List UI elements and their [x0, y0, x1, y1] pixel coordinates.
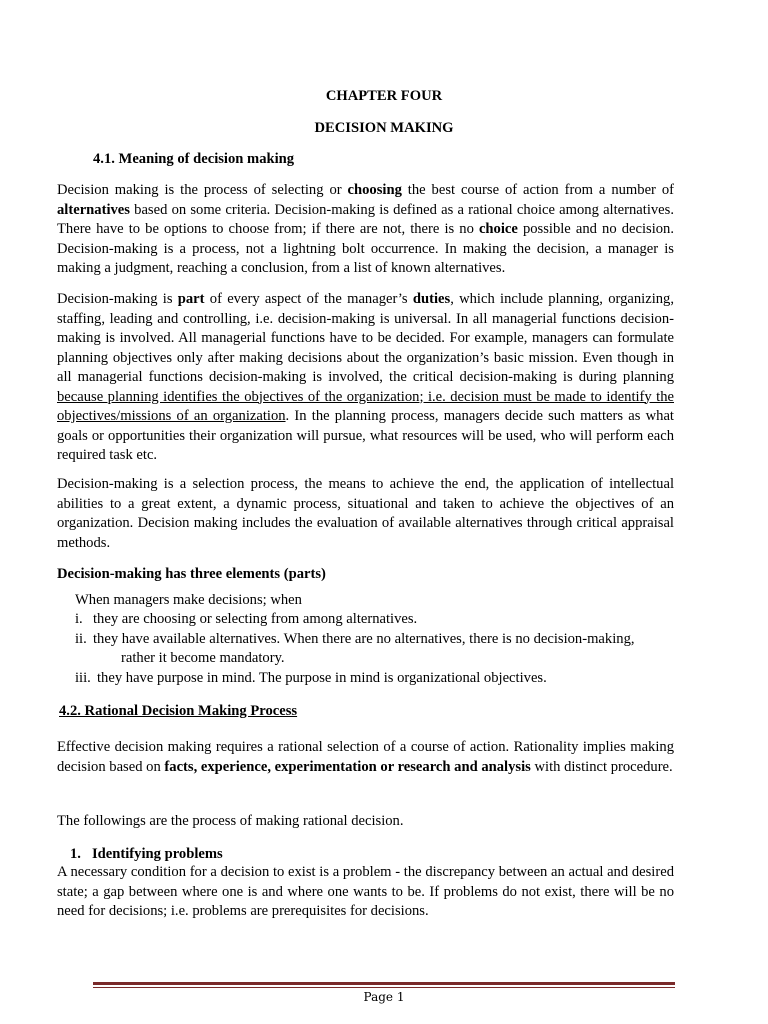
step-number: 1.: [70, 846, 81, 862]
text-run: Decision making is the process of selecting or: [57, 182, 348, 198]
paragraph-followings: The followings are the process of making rational decision.: [57, 813, 404, 829]
list-text: they are choosing or selecting from among alternatives.: [93, 611, 418, 627]
text-run: of every aspect of the manager’s: [204, 291, 413, 307]
bold-term: part: [177, 291, 205, 307]
text-run: , which include planning, organizing, staffing, leading and controlling, i.e. decision-making is universal. In all managerial functions decision-making is involved. All managerial functions have to be decided. For example, managers can formulate planning objectives only after making decisions about the organization’s basic mission. Even though in all managerial functions decision-making is involved, the critical decision-making is during planning: [57, 291, 674, 385]
list-item: [75, 669, 547, 689]
paragraph-identifying-problems: A necessary condition for a decision to exist is a problem - the discrepancy between an actual and desired state; a gap between where one is and where one wants to be. If problems do not exist, there will be no need for decisions; i.e. problems are prerequisites for decisions.: [57, 864, 674, 919]
bold-term: duties: [412, 291, 451, 307]
bold-term: choice: [478, 221, 518, 237]
list-item: [75, 630, 635, 650]
bold-term: alternatives: [57, 201, 130, 218]
list-item: [75, 610, 417, 630]
step-title: Identifying problems: [92, 846, 223, 862]
list-number: ii.: [75, 631, 87, 647]
bold-term: choosing: [347, 182, 402, 198]
elements-intro: When managers make decisions; when: [75, 592, 302, 608]
page-number: Page 1: [363, 990, 405, 1004]
footer-rule-thin: [93, 987, 675, 988]
text-run: Effective decision making requires a rational selection of a course of action. Rationality implies making decision based on: [57, 739, 674, 775]
main-title: DECISION MAKING: [314, 120, 454, 136]
bold-term: facts, experience, experimentation or research and analysis: [164, 758, 531, 775]
paragraph-selection-process: Decision-making is a selection process, the means to achieve the end, the application of intellectual abilities to a great extent, a dynamic process, situational and taken to achieve the objectives of an organization. Decision making includes the evaluation of available alternatives through critical appraisal methods.: [57, 476, 674, 551]
text-run: Decision-making is: [57, 291, 178, 307]
list-number: i.: [75, 611, 83, 627]
list-text: they have available alternatives. When there are no alternatives, there is no decision-making,: [93, 631, 635, 647]
underlined-text: because planning identifies the objectives of the organization; i.e. decision must be made to identify the objectives/missions of an organization: [57, 388, 674, 424]
list-text: they have purpose in mind. The purpose in mind is organizational objectives.: [97, 670, 547, 686]
footer-rule-thick: [93, 982, 675, 985]
section-heading-4-1: 4.1. Meaning of decision making: [93, 151, 295, 167]
text-run: possible and no decision. Decision-making is a process, not a lightning bolt occurrence. In making the decision, a manager is making a judgment, reaching a conclusion, from a list of known alternatives.: [57, 221, 674, 276]
paragraph-effective-decision: [57, 738, 674, 777]
section-heading-4-2: 4.2. Rational Decision Making Process: [59, 703, 298, 719]
list-item-continuation: rather it become mandatory.: [121, 650, 285, 666]
text-run: based on some criteria. Decision-making is defined as a rational choice among alternatives. There have to be options to choose from; if there are not, there is no: [57, 201, 674, 237]
text-run: . In the planning process, managers decide such matters as what goals or opportunities their organization will pursue, what resources will be used, who will perform each required task etc.: [57, 408, 674, 463]
list-number: iii.: [75, 670, 91, 686]
text-run: with distinct procedure.: [530, 758, 673, 775]
step-heading: [70, 846, 223, 863]
paragraph-part-of-duties: [57, 290, 674, 466]
chapter-title: CHAPTER FOUR: [325, 88, 443, 104]
elements-heading: Decision-making has three elements (parts): [57, 566, 326, 582]
text-run: the best course of action from a number of: [401, 182, 674, 198]
paragraph-meaning: [57, 181, 674, 279]
